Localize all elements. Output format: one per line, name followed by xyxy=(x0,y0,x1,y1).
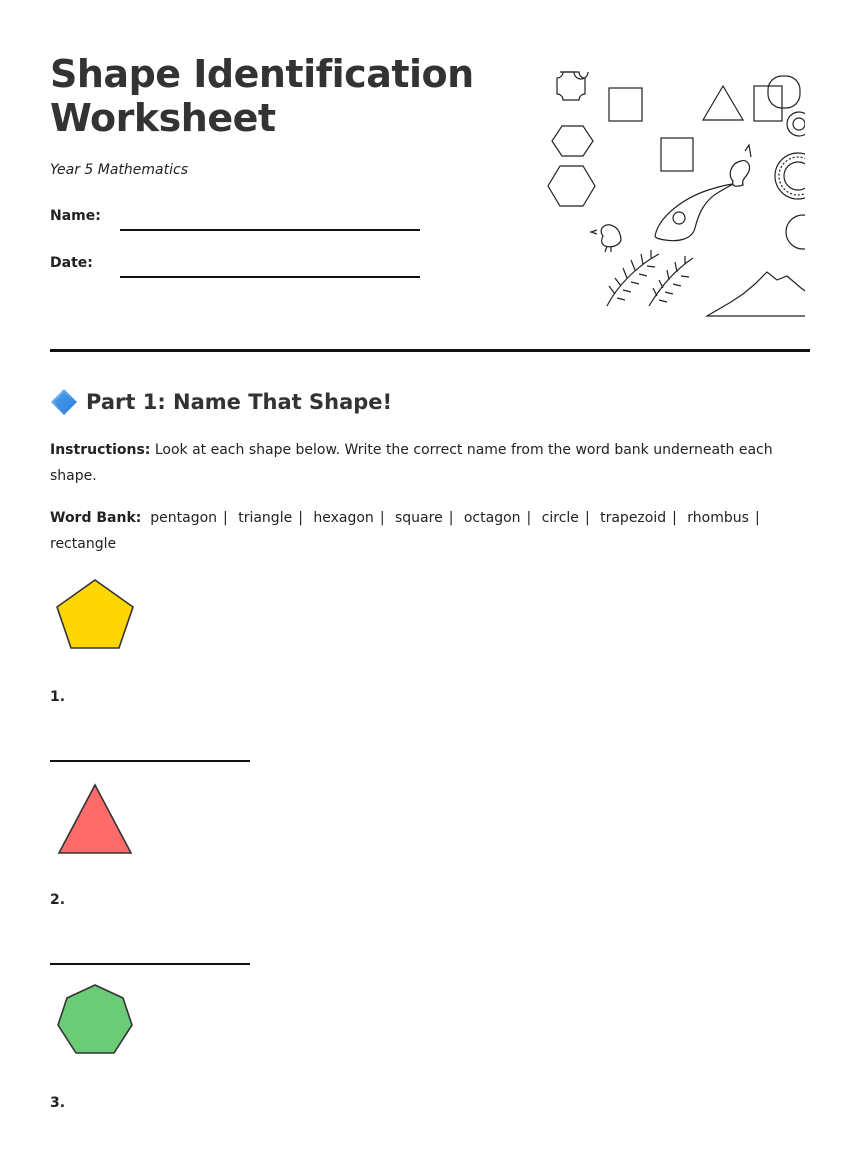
square-icon xyxy=(609,88,642,121)
triangle-icon xyxy=(703,86,743,120)
section-divider xyxy=(50,349,810,352)
heptagon-shape xyxy=(50,980,140,1060)
question-2-number: 2. xyxy=(50,892,66,908)
word-bank-label: Word Bank: xyxy=(50,510,142,526)
part1-heading xyxy=(50,388,392,416)
question-3-number: 3. xyxy=(50,1095,66,1111)
word-bank-item: triangle xyxy=(238,510,293,526)
word-bank-item: square xyxy=(394,510,443,526)
blue-diamond-icon xyxy=(50,388,78,416)
bird-icon xyxy=(591,225,621,252)
ring-icon xyxy=(787,112,805,136)
triangle-shape xyxy=(50,780,140,860)
lettered-ring-icon xyxy=(775,153,805,199)
word-bank-separator: | xyxy=(223,510,228,526)
seal-icon xyxy=(730,145,751,186)
word-bank-separator: | xyxy=(379,510,385,526)
date-input-line[interactable] xyxy=(120,276,420,278)
word-bank-separator: | xyxy=(298,510,303,526)
question-2-answer-line[interactable] xyxy=(50,963,250,965)
worksheet-page xyxy=(50,0,810,1161)
hexagon-icon xyxy=(552,126,593,156)
word-bank-separator: | xyxy=(584,510,590,526)
whale-icon xyxy=(655,184,733,241)
name-input-line[interactable] xyxy=(120,229,420,231)
ring-inner-icon xyxy=(793,118,805,130)
date-label: Date: xyxy=(50,255,93,271)
name-label: Name: xyxy=(50,208,101,224)
word-bank-item: octagon xyxy=(463,510,521,526)
mountains-icon xyxy=(707,272,805,316)
notched-octagon-icon xyxy=(557,72,585,100)
question-1-number: 1. xyxy=(50,689,66,705)
subtitle: Year 5 Mathematics xyxy=(50,162,188,178)
pentagon-shape xyxy=(50,575,140,655)
part1-heading-text: Part 1: Name That Shape! xyxy=(86,390,393,414)
hexagon-large-icon xyxy=(548,166,595,206)
question-1-answer-line[interactable] xyxy=(50,760,250,762)
lettered-ring-inner-icon xyxy=(784,162,805,190)
instructions-label: Instructions: xyxy=(50,442,151,458)
circle-icon xyxy=(786,215,805,249)
word-bank-separator: | xyxy=(672,510,677,526)
word-bank-item: trapezoid xyxy=(600,510,667,526)
square-small-icon xyxy=(661,138,693,171)
fern-2-icon xyxy=(649,258,693,306)
word-bank-item: hexagon xyxy=(313,510,374,526)
rounded-square-icon xyxy=(768,76,800,108)
shapes-clipart xyxy=(545,66,805,321)
word-bank-separator: | xyxy=(526,510,532,526)
word-bank xyxy=(50,505,790,557)
word-bank-item: rhombus xyxy=(687,510,749,526)
word-bank-item: rectangle xyxy=(50,536,117,552)
word-bank-separator: | xyxy=(448,510,454,526)
instructions-text: Look at each shape below. Write the correct name from the word bank underneath each shape. xyxy=(50,442,773,484)
page-title: Shape Identification Worksheet xyxy=(50,52,474,140)
instructions xyxy=(50,437,790,489)
fern-icon xyxy=(607,254,659,306)
word-bank-item: circle xyxy=(541,510,579,526)
word-bank-separator: | xyxy=(754,510,760,526)
word-bank-item: pentagon xyxy=(150,510,218,526)
